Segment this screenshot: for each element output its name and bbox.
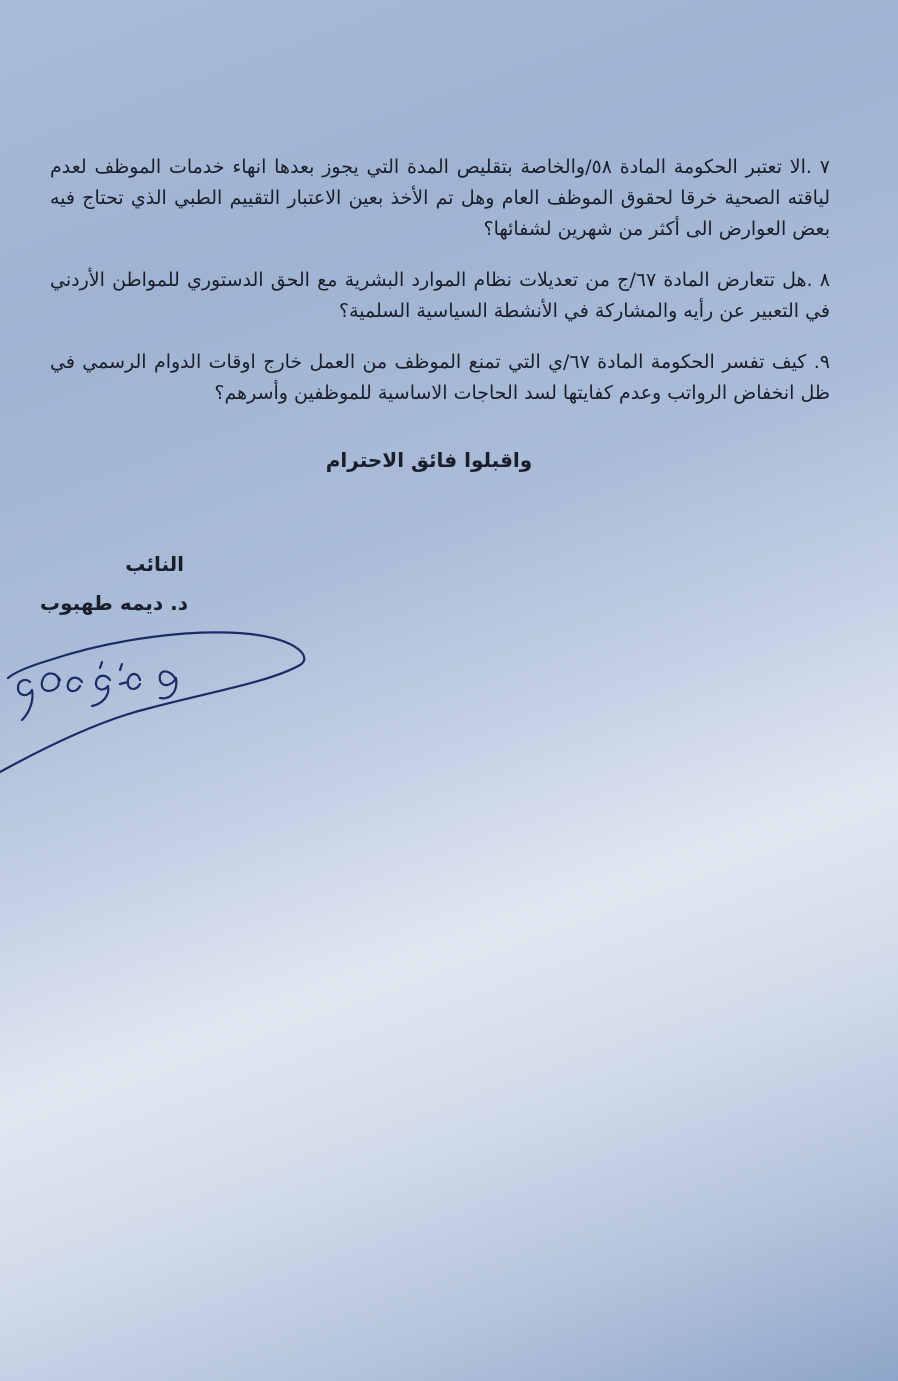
question-9: ٩. كيف تفسر الحكومة المادة ٦٧/ي التي تمنع الموظف من العمل خارج اوقات الدوام الرسمي في ظل انخفاض الرواتب وعدم كفايتها لسد الحاجات الاساسية للموظفين وأسرهم؟ xyxy=(50,351,830,404)
questions-list xyxy=(50,152,830,429)
signatory-title: النائب xyxy=(125,552,184,576)
signature-block xyxy=(18,545,188,623)
question-8: ٨ .هل تتعارض المادة ٦٧/ج من تعديلات نظام الموارد البشرية مع الحق الدستوري للمواطن الأردني في التعبير عن رأيه والمشاركة في الأنشطة السياسية السلمية؟ xyxy=(50,269,830,322)
closing-salutation: واقبلوا فائق الاحترام xyxy=(325,448,533,472)
signatory-name: د. ديمه طهبوب xyxy=(40,591,188,615)
question-7: ٧ .الا تعتبر الحكومة المادة ٥٨/والخاصة بتقليص المدة التي يجوز بعدها انهاء خدمات الموظف لعدم لياقته الصحية خرقا لحقوق الموظف العام وهل تم الأخذ بعين الاعتبار التقييم الطبي الذي تحتاج فيه بعض العوارض الى أكثر من شهرين لشفائها؟ xyxy=(50,156,830,240)
handwritten-signature xyxy=(0,620,320,780)
